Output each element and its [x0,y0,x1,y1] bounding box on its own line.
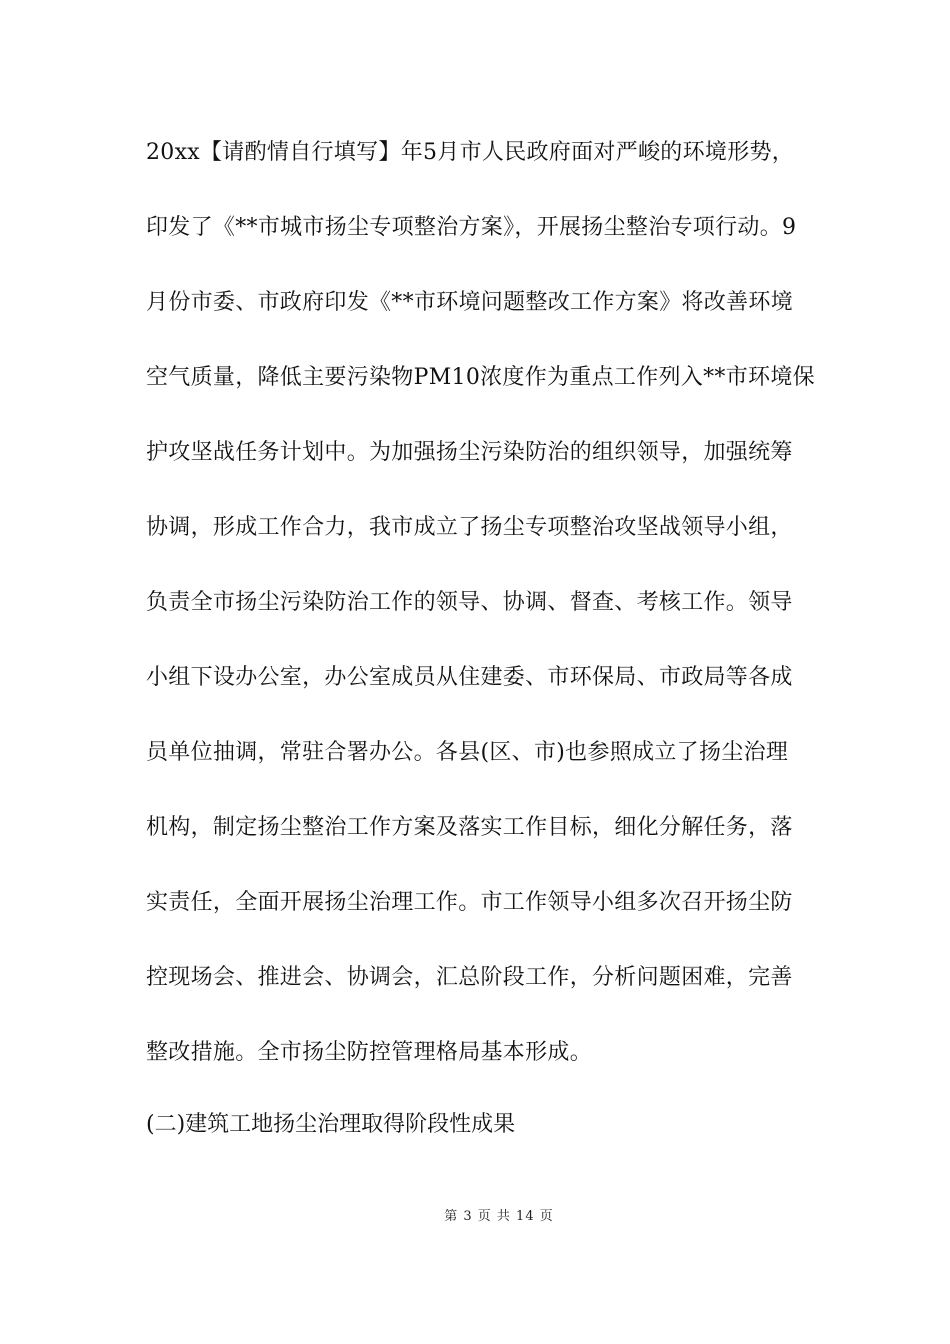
paragraph-line: 整改措施。全市扬尘防控管理格局基本形成。 [146,1040,593,1065]
paragraph-line: 机构，制定扬尘整治工作方案及落实工作目标，细化分解任务，落 [146,815,793,840]
paragraph-line: 小组下设办公室，办公室成员从住建委、市环保局、市政局等各成 [146,665,793,690]
paragraph-line: 负责全市扬尘污染防治工作的领导、协调、督查、考核工作。领导 [146,590,793,615]
paragraph-line: 空气质量，降低主要污染物PM10浓度作为重点工作列入**市环境保 [146,365,815,390]
paragraph-line: 护攻坚战任务计划中。为加强扬尘污染防治的组织领导，加强统筹 [146,440,793,465]
section-heading: (二)建筑工地扬尘治理取得阶段性成果 [146,1112,516,1137]
paragraph-line: 20xx【请酌情自行填写】年5月市人民政府面对严峻的环境形势， [146,140,795,165]
paragraph-line: 实责任，全面开展扬尘治理工作。市工作领导小组多次召开扬尘防 [146,890,793,915]
page-number-footer: 第 3 页 共 14 页 [444,1209,554,1224]
paragraph-line: 印发了《**市城市扬尘专项整治方案》，开展扬尘整治专项行动。9 [146,215,797,240]
paragraph-line: 协调，形成工作合力，我市成立了扬尘专项整治攻坚战领导小组， [146,515,793,540]
paragraph-line: 控现场会、推进会、协调会，汇总阶段工作，分析问题困难，完善 [146,965,793,990]
paragraph-line: 月份市委、市政府印发《**市环境问题整改工作方案》将改善环境 [146,290,794,315]
paragraph-line: 员单位抽调，常驻合署办公。各县(区、市)也参照成立了扬尘治理 [146,740,789,765]
